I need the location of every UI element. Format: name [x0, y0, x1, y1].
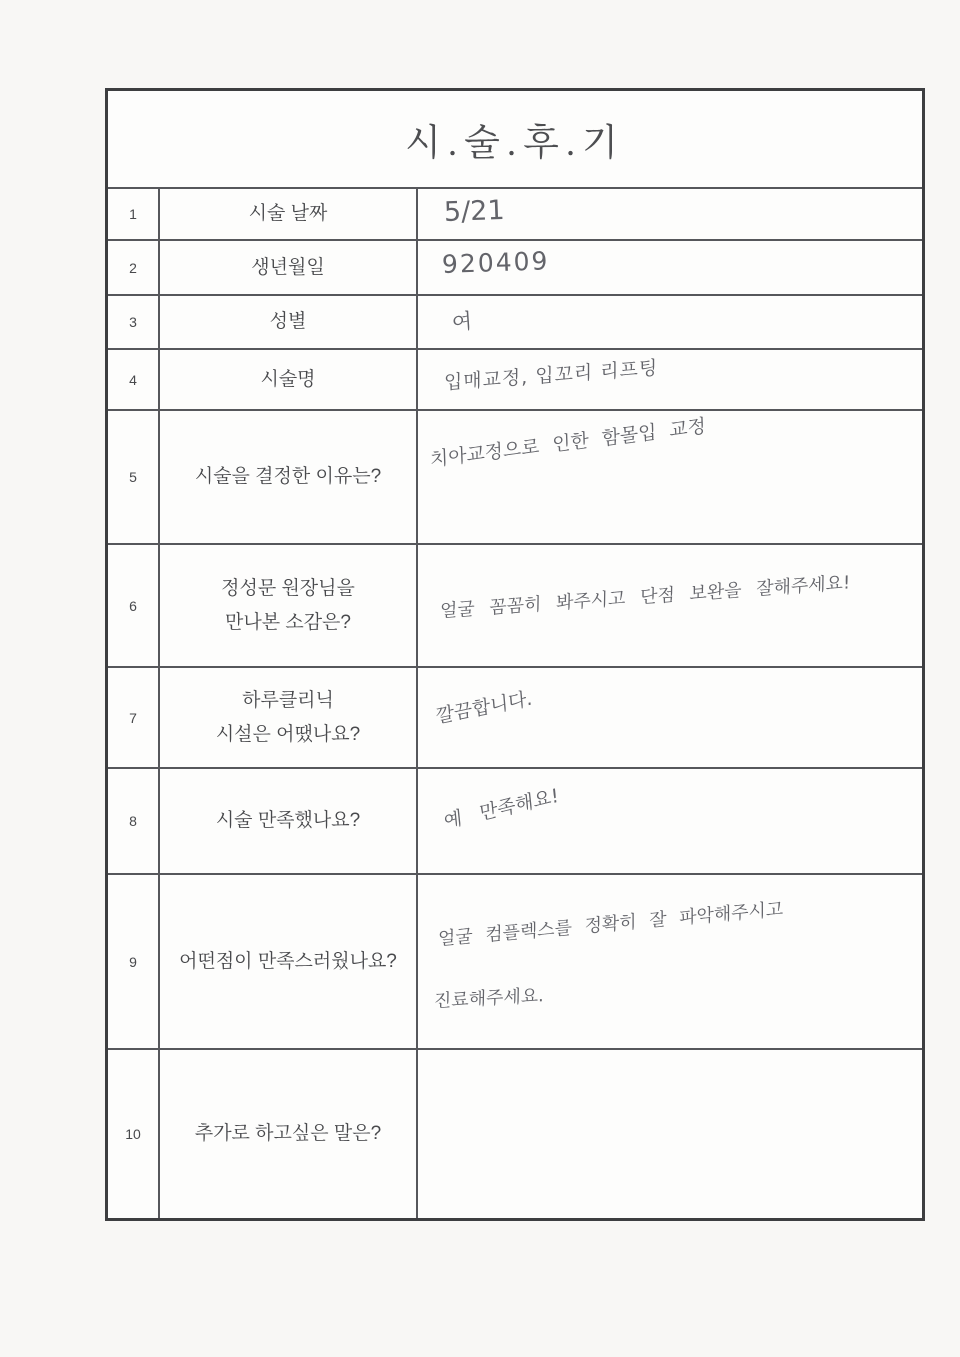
answer-cell — [418, 875, 922, 1048]
question-label-line: 생년월일 — [251, 256, 325, 278]
question-label-line: 추가로 하고싶은 말은? — [194, 1123, 382, 1145]
question-label — [160, 411, 418, 543]
table-row — [108, 873, 922, 1048]
handwritten-answer: 진료해주세요. — [433, 985, 545, 1013]
row-number: 1 — [108, 189, 160, 239]
table-row — [108, 239, 922, 294]
answer-cell — [418, 411, 922, 543]
question-label — [160, 668, 418, 767]
answer-cell — [418, 668, 922, 767]
question-label — [160, 189, 418, 239]
row-number: 7 — [108, 668, 160, 767]
answer-cell — [418, 241, 922, 294]
table-row — [108, 294, 922, 348]
row-number: 9 — [108, 875, 160, 1048]
row-number: 2 — [108, 241, 160, 294]
handwritten-answer: 깔끔합니다. — [435, 687, 534, 729]
row-number: 10 — [108, 1050, 160, 1218]
row-number: 6 — [108, 545, 160, 666]
question-label-line: 어떤점이 만족스러웠나요? — [179, 950, 397, 972]
question-label-line: 성별 — [269, 311, 307, 333]
table-row — [108, 409, 922, 543]
handwritten-answer: 얼굴 꼼꼼히 봐주시고 단점 보완을 잘해주세요! — [439, 572, 851, 623]
answer-cell — [418, 769, 922, 873]
question-label-line: 시술명 — [260, 368, 316, 390]
question-label-line: 하루클리닉 — [242, 690, 334, 712]
question-label — [160, 769, 418, 873]
table-row — [108, 543, 922, 666]
question-label — [160, 350, 418, 409]
handwritten-answer: 5/21 — [443, 194, 506, 228]
handwritten-answer: 920409 — [441, 246, 550, 279]
answer-cell — [418, 1050, 922, 1218]
handwritten-answer: 예 만족해요! — [442, 784, 560, 834]
review-form-table — [105, 88, 925, 1221]
handwritten-answer: 치아교정으로 인한 함몰입 교정 — [429, 415, 707, 472]
question-label — [160, 241, 418, 294]
question-label-line: 시술을 결정한 이유는? — [194, 466, 382, 488]
handwritten-answer: 입매교정, 입꼬리 리프팅 — [444, 357, 659, 395]
answer-cell — [418, 350, 922, 409]
handwritten-answer: 얼굴 컴플렉스를 정확히 잘 파악해주시고 — [438, 898, 784, 951]
table-row — [108, 767, 922, 873]
row-number: 8 — [108, 769, 160, 873]
question-label — [160, 296, 418, 348]
row-number: 5 — [108, 411, 160, 543]
question-label-line: 시술 만족했나요? — [215, 810, 361, 832]
question-label-line: 정성문 원장님을 — [221, 578, 355, 600]
table-row — [108, 187, 922, 239]
row-number: 3 — [108, 296, 160, 348]
title-row — [108, 91, 922, 187]
handwritten-answer: 여 — [451, 308, 473, 337]
answer-cell — [418, 296, 922, 348]
form-title: 시.술.후.기 — [405, 123, 625, 164]
table-row — [108, 666, 922, 767]
answer-cell — [418, 189, 922, 239]
question-label-line: 만나본 소감은? — [225, 611, 351, 633]
question-label — [160, 545, 418, 666]
table-row — [108, 1048, 922, 1218]
table-row — [108, 348, 922, 409]
question-label-line: 시설은 어땠나요? — [215, 723, 361, 745]
question-label — [160, 875, 418, 1048]
answer-cell — [418, 545, 922, 666]
question-label — [160, 1050, 418, 1218]
row-number: 4 — [108, 350, 160, 409]
question-label-line: 시술 날짜 — [248, 203, 328, 225]
